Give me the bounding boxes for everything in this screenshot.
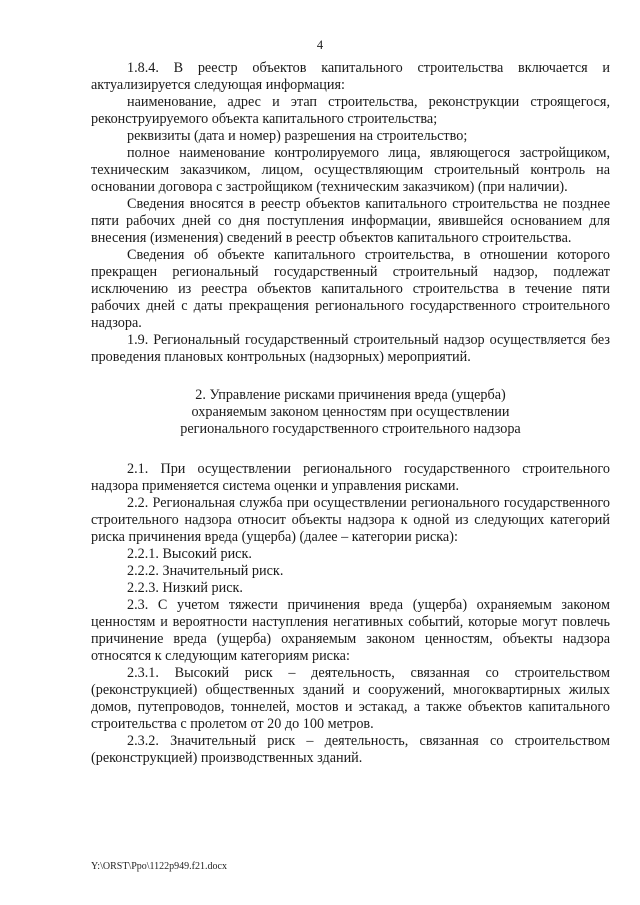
paragraph-controlled-person: полное наименование контролируемого лица, являющегося застройщиком, техническим заказчиком, лицом, осуществляющим строительный контроль на основании договора с застройщиком (техническим заказчиком) (при наличии). xyxy=(91,145,610,195)
section-2-heading xyxy=(91,387,610,438)
section-heading-line: охраняемым законом ценностям при осуществлении xyxy=(191,404,510,420)
paragraph-2-3: 2.3. С учетом тяжести причинения вреда (ущерба) охраняемым законом ценностям и вероятности наступления негативных событий, которые могут повлечь причинение вреда (ущерба) охраняемым законом ценностям, объекты надзора относятся к следующим категориям риска: xyxy=(91,597,610,664)
paragraph-2-2: 2.2. Региональная служба при осуществлении регионального государственного строительного надзора относит объекты надзора к одной из следующих категорий риска причинения вреда (ущерба) (далее – категории риска): xyxy=(91,495,610,545)
paragraph-2-2-2: 2.2.2. Значительный риск. xyxy=(127,563,284,579)
paragraph-2-1: 2.1. При осуществлении регионального государственного строительного надзора применяется система оценки и управления рисками. xyxy=(91,461,610,494)
section-heading-line: 2. Управление рисками причинения вреда (ущерба) xyxy=(195,387,506,403)
paragraph-1-9: 1.9. Региональный государственный строительный надзор осуществляется без проведения плановых контрольных (надзорных) мероприятий. xyxy=(91,332,610,365)
paragraph-registry-deadline: Сведения вносятся в реестр объектов капитального строительства не позднее пяти рабочих дней со дня поступления информации, явившейся основанием для внесения (изменения) сведений в реестр объектов капитального строительства. xyxy=(91,196,610,246)
paragraph-registry-exclusion: Сведения об объекте капитального строительства, в отношении которого прекращен региональный государственный строительный надзор, подлежат исключению из реестра объектов капитального строительства в течение пяти рабочих дней с даты прекращения регионального государственного строительного надзора. xyxy=(91,247,610,331)
section-heading-line: регионального государственного строительного надзора xyxy=(180,421,521,437)
page-number: 4 xyxy=(316,38,324,52)
paragraph-permit-details: реквизиты (дата и номер) разрешения на строительство; xyxy=(127,128,468,144)
document-body xyxy=(91,60,610,767)
paragraph-1-8-4: 1.8.4. В реестр объектов капитального строительства включается и актуализируется следующая информация: xyxy=(91,60,610,93)
paragraph-2-3-1: 2.3.1. Высокий риск – деятельность, связанная со строительством (реконструкцией) общественных зданий и сооружений, многоквартирных жилых домов, путепроводов, тоннелей, мостов и эстакад, а также объектов капитального строительства с пролетом от 20 до 100 метров. xyxy=(91,665,610,732)
paragraph-2-3-2: 2.3.2. Значительный риск – деятельность, связанная со строительством (реконструкцией) производственных зданий. xyxy=(91,733,610,766)
paragraph-name-address: наименование, адрес и этап строительства, реконструкции строящегося, реконструируемого объекта капитального строительства; xyxy=(91,94,610,127)
paragraph-2-2-3: 2.2.3. Низкий риск. xyxy=(127,580,243,596)
paragraph-2-2-1: 2.2.1. Высокий риск. xyxy=(127,546,252,562)
footer-file-path: Y:\ORST\Ppo\1122p949.f21.docx xyxy=(91,861,227,872)
